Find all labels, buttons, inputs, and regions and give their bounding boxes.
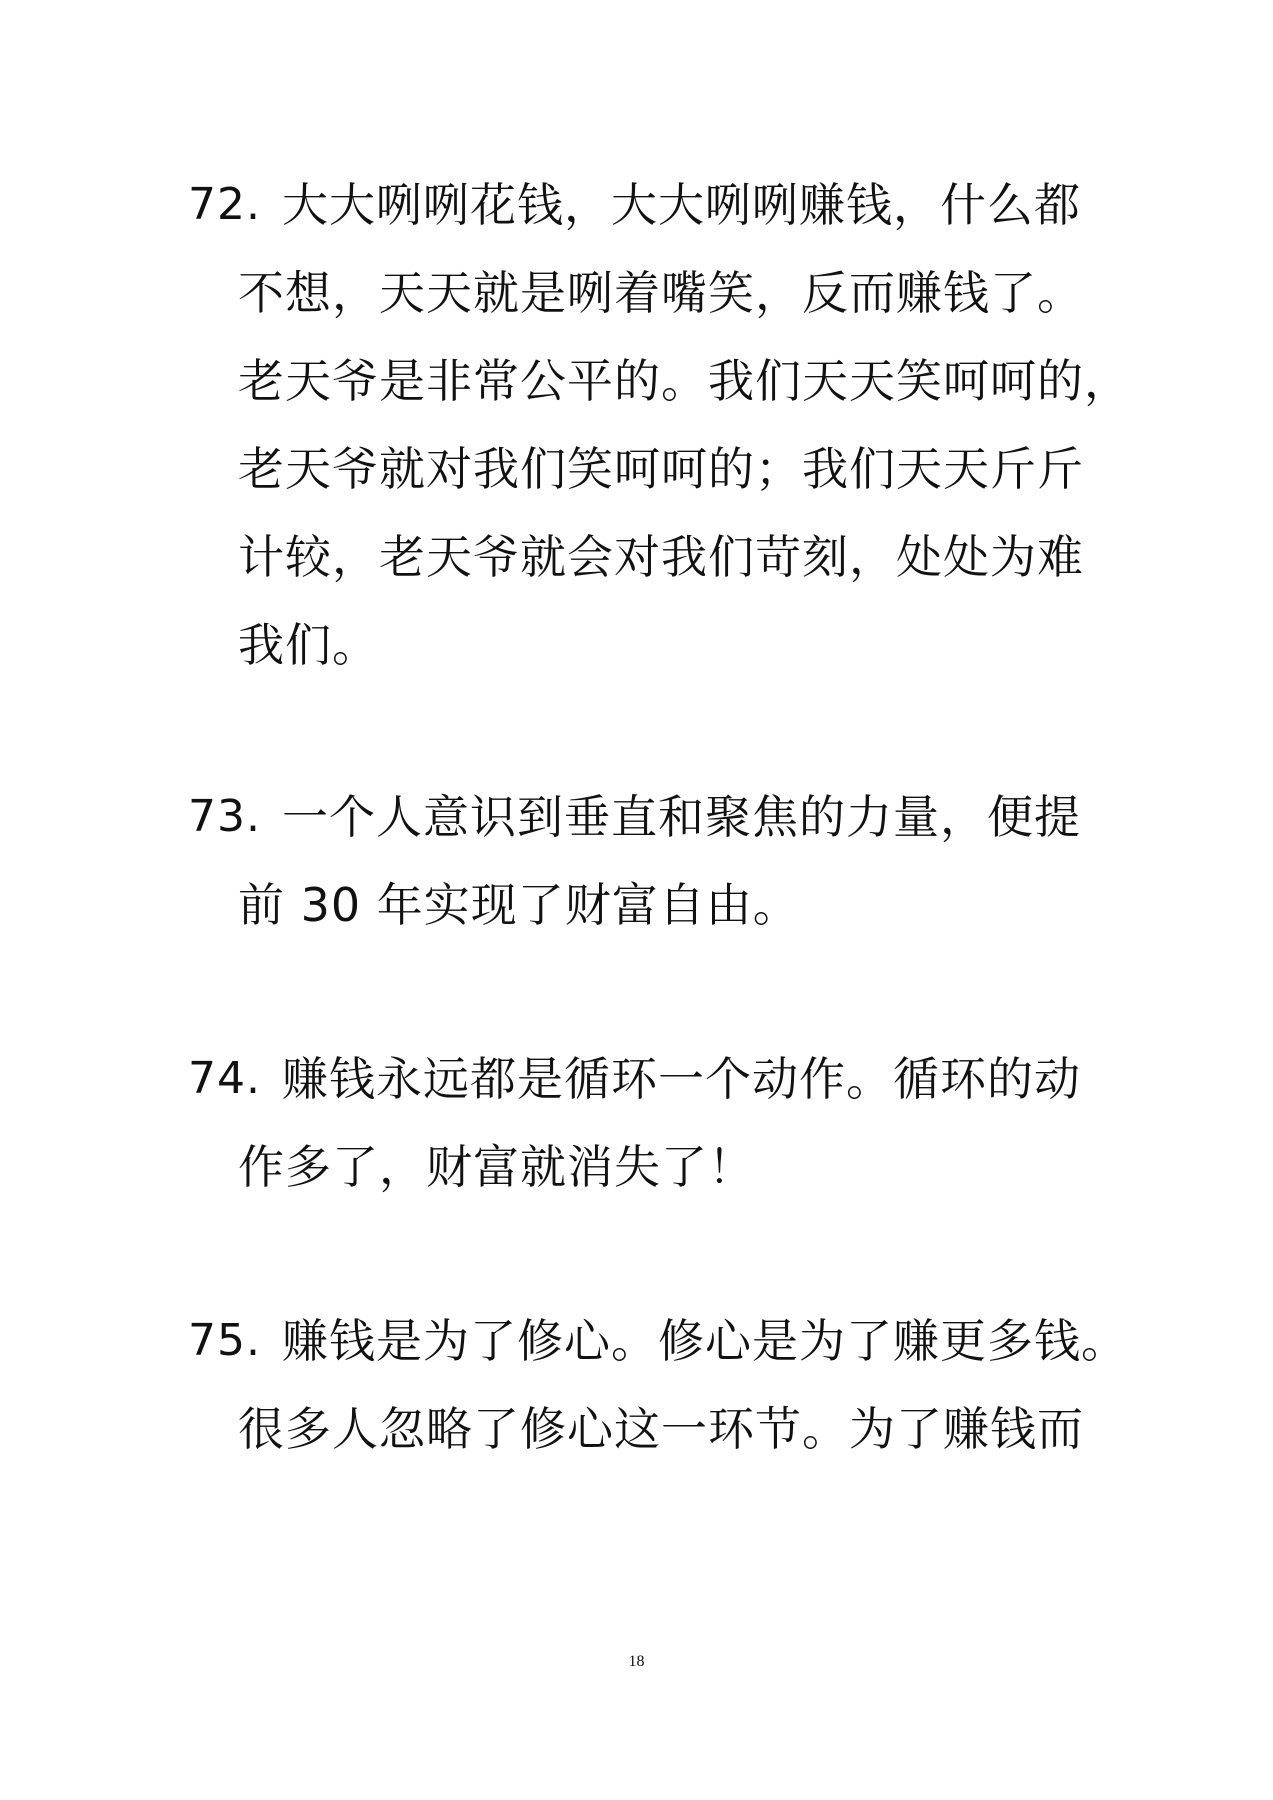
- item-text-line: 赚钱永远都是循环一个动作。循环的动: [282, 1052, 1081, 1106]
- page-number: 18: [628, 1653, 645, 1670]
- item-text-line: 很多人忽略了修心这一环节。为了赚钱而: [238, 1402, 1084, 1456]
- item-text-line: 我们。: [238, 618, 379, 672]
- item-number: 75.: [188, 1315, 261, 1366]
- item-text-line: 老天爷就对我们笑呵呵的；我们天天斤斤: [238, 442, 1084, 496]
- item-text-line: 大大咧咧花钱，大大咧咧赚钱，什么都: [282, 178, 1081, 232]
- item-number: 72.: [188, 179, 261, 230]
- item-number: 74.: [188, 1053, 261, 1104]
- item-text-line: 前 30 年实现了财富自由。: [238, 878, 800, 932]
- item-text-line: 作多了，财富就消失了！: [238, 1140, 755, 1194]
- item-text-line: 赚钱是为了修心。修心是为了赚更多钱。: [282, 1314, 1128, 1368]
- item-text-line: 一个人意识到垂直和聚焦的力量，便提: [282, 790, 1081, 844]
- item-number: 73.: [188, 791, 261, 842]
- item-text-line: 不想，天天就是咧着嘴笑，反而赚钱了。: [238, 266, 1084, 320]
- item-text-line: 老天爷是非常公平的。我们天天笑呵呵的，: [238, 354, 1131, 408]
- item-text-line: 计较，老天爷就会对我们苛刻，处处为难: [238, 530, 1084, 584]
